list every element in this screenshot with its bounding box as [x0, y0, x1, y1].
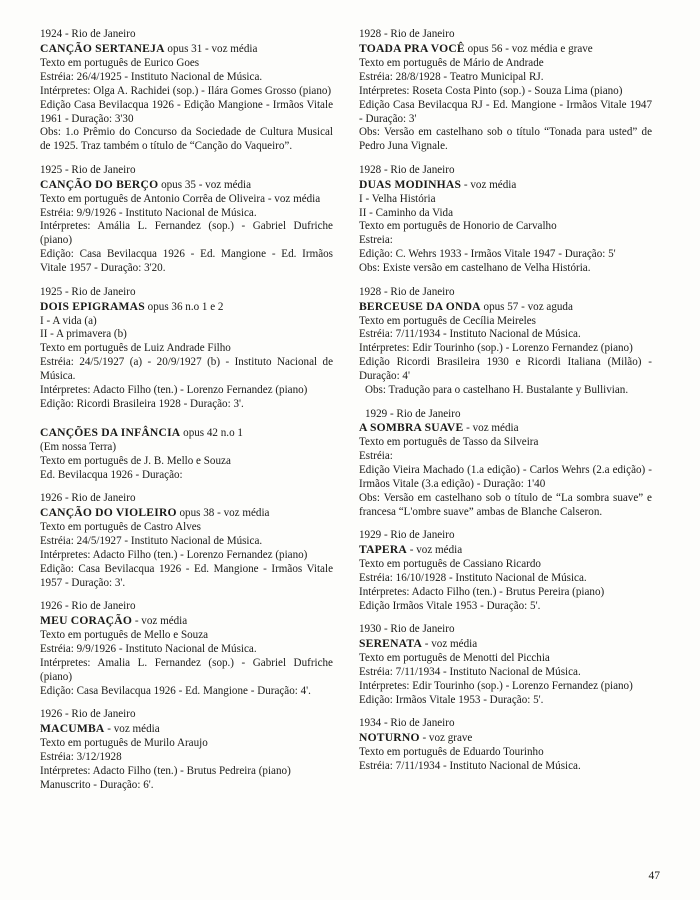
entry-detail: Obs: Versão em castelhano sob o título “Tonada para usted” de Pedro Juna Vignale. [359, 126, 652, 153]
entry-title: DOIS EPIGRAMAS [40, 299, 145, 313]
entry-detail: Manuscrito - Duração: 6'. [40, 778, 154, 791]
entry-place-date: 1934 - Rio de Janeiro [359, 717, 455, 730]
entry-detail: Texto em português de Cassiano Ricardo [359, 558, 541, 571]
entry-title-line [40, 426, 333, 441]
entry-voice: - voz média [422, 638, 478, 651]
entry-detail: Obs: Tradução para o castelhano H. Bustalante y Bullivian. [365, 384, 629, 397]
entry-place-date: 1925 - Rio de Janeiro [40, 285, 136, 298]
entry-detail: Texto em português de Antonio Corrêa de Oliveira - voz média [40, 192, 321, 205]
entry-detail: Intérpretes: Adacto Filho (ten.) - Brutus Pereira (piano) [359, 586, 605, 599]
catalog-entry [359, 529, 652, 614]
entry-detail: Estréia: 7/11/1934 - Instituto Nacional de Música. [359, 760, 581, 773]
entry-title-line [40, 42, 333, 57]
entry-detail: Intérpretes: Roseta Costa Pinto (sop.) - Souza Lima (piano) [359, 84, 623, 97]
entry-title: CANÇÃO DO VIOLEIRO [40, 506, 177, 520]
catalog-entry [40, 600, 333, 698]
catalog-entry [40, 426, 333, 483]
entry-detail: Texto em português de Luiz Andrade Filho [40, 342, 231, 355]
entry-detail: Edição Ricordi Brasileira 1930 e Ricordi Italiana (Milão) - Duração: 4' [359, 356, 652, 383]
entry-place-date: 1929 - Rio de Janeiro [365, 407, 461, 420]
entry-title: TAPERA [359, 543, 408, 557]
entry-title-line [359, 731, 652, 746]
entry-detail: Estreia: [359, 234, 393, 247]
entry-opus: opus 35 [158, 178, 196, 191]
entry-title-line [359, 178, 652, 193]
catalog-entry [359, 164, 652, 276]
entry-detail: Texto em português de J. B. Mello e Souza [40, 454, 231, 467]
catalog-entry [40, 286, 333, 412]
entry-place-date: 1928 - Rio de Janeiro [359, 28, 455, 40]
entry-title-line [40, 614, 333, 629]
entry-detail: II - Caminho da Vida [359, 206, 454, 219]
catalog-entry [40, 708, 333, 793]
entry-detail: Texto em português de Eduardo Tourinho [359, 746, 544, 759]
entry-detail: Texto em português de Mário de Andrade [359, 56, 544, 69]
catalog-entry [359, 286, 652, 398]
entry-detail: Intérpretes: Edir Tourinho (sop.) - Lorenzo Fernandez (piano) [359, 342, 633, 355]
entry-detail: II - A primavera (b) [40, 328, 127, 341]
entry-detail: Texto em português de Murilo Araujo [40, 736, 208, 749]
entry-place-date: 1928 - Rio de Janeiro [359, 285, 455, 298]
entry-detail: Intérpretes: Adacto Filho (ten.) - Lorenzo Fernandez (piano) [40, 548, 308, 561]
entry-place-date: 1930 - Rio de Janeiro [359, 623, 455, 636]
entry-detail: Edição: C. Wehrs 1933 - Irmãos Vitale 1947 - Duração: 5' [359, 248, 616, 261]
entry-detail: Texto em português de Eurico Goes [40, 56, 200, 69]
entry-title: DUAS MODINHAS [359, 177, 462, 191]
entry-title-line [359, 637, 652, 652]
entry-detail: Estréia: 3/12/1928 [40, 750, 122, 763]
column-right [359, 28, 652, 848]
entry-detail: Texto em português de Cecília Meireles [359, 314, 536, 327]
entry-detail: Texto em português de Tasso da Silveira [359, 436, 539, 449]
entry-detail: I - Velha História [359, 192, 436, 205]
entry-place-date: 1926 - Rio de Janeiro [40, 708, 136, 721]
entry-title: TOADA PRA VOCÊ [359, 41, 465, 55]
entry-place-date: 1925 - Rio de Janeiro [40, 163, 136, 176]
entry-detail: I - A vida (a) [40, 314, 97, 327]
entry-place-date: 1928 - Rio de Janeiro [359, 163, 455, 176]
entry-voice: - voz média [463, 422, 519, 435]
entry-title: BERCEUSE DA ONDA [359, 299, 481, 313]
catalog-entry [359, 408, 652, 520]
entry-title: CANÇÃO DO BERÇO [40, 177, 159, 191]
entry-voice: - voz média [202, 42, 258, 55]
entry-voice: - voz média [461, 178, 517, 191]
catalog-entry [40, 28, 333, 154]
two-column-layout [40, 28, 660, 848]
entry-place-date: 1929 - Rio de Janeiro [359, 529, 455, 542]
entry-title: MEU CORAÇÃO [40, 614, 133, 628]
entry-detail: Estréia: 7/11/1934 - Instituto Nacional de Música. [359, 666, 581, 679]
entry-voice: - voz média [407, 544, 463, 557]
entry-detail: Texto em português de Menotti del Picchia [359, 652, 550, 665]
entry-title-line [40, 300, 333, 315]
entry-detail: Texto em português de Mello e Souza [40, 628, 209, 641]
entry-voice: - voz média [132, 615, 188, 628]
entry-title-line [359, 42, 652, 57]
entry-detail: Edição Irmãos Vitale 1953 - Duração: 5'. [359, 600, 541, 613]
entry-detail: Estréia: 24/5/1927 (a) - 20/9/1927 (b) - Instituto Nacional de Música. [40, 356, 333, 383]
entry-title-line [359, 300, 652, 315]
entry-voice: - voz grave [419, 732, 473, 745]
entry-detail: Edição: Casa Bevilacqua 1926 - Ed. Mangione - Duração: 4'. [40, 684, 311, 697]
catalog-entry [359, 717, 652, 774]
entry-voice: - voz aguda [518, 300, 573, 313]
entry-opus: opus 38 [176, 507, 215, 520]
entry-detail: Estréia: 26/4/1925 - Instituto Nacional de Música. [40, 70, 263, 83]
entry-title: CANÇÕES DA INFÂNCIA [40, 425, 181, 439]
entry-detail: Edição Casa Bevilacqua RJ - Ed. Mangione - Irmãos Vitale 1947 - Duração: 3' [359, 98, 652, 125]
entry-title: MACUMBA [40, 721, 105, 735]
catalog-entry [40, 492, 333, 590]
entry-detail: Estréia: 28/8/1928 - Teatro Municipal RJ. [359, 70, 544, 83]
entry-opus: opus 56 [464, 42, 503, 55]
entry-place-date: 1924 - Rio de Janeiro [40, 28, 136, 40]
entry-detail: Edição: Casa Bevilacqua 1926 - Ed. Mangione - Irmãos Vitale 1957 - Duração: 3'. [40, 562, 333, 589]
entry-detail: Estréia: 24/5/1927 - Instituto Nacional de Música. [40, 534, 263, 547]
entry-detail: Obs: Existe versão em castelhano de Velha História. [359, 262, 591, 275]
entry-detail: Estréia: 16/10/1928 - Instituto Nacional de Música. [359, 572, 587, 585]
entry-voice: - voz média [214, 507, 270, 520]
entry-detail: Edição Casa Bevilacqua 1926 - Edição Mangione - Irmãos Vitale 1961 - Duração: 3'30 [40, 98, 333, 125]
entry-voice: - voz média [104, 722, 160, 735]
entry-opus: opus 31 [164, 42, 203, 55]
entry-detail: Ed. Bevilacqua 1926 - Duração: [40, 468, 183, 481]
catalog-entry [359, 623, 652, 708]
entry-title-line [359, 421, 652, 436]
entry-detail: (Em nossa Terra) [40, 440, 117, 453]
entry-title-line [40, 506, 333, 521]
entry-opus: opus 36 n.o 1 e 2 [144, 300, 224, 313]
entry-title: CANÇÃO SERTANEJA [40, 41, 165, 55]
catalog-entry [40, 164, 333, 276]
entry-detail: Edição: Casa Bevilacqua 1926 - Ed. Mangione - Ed. Irmãos Vitale 1957 - Duração: 3'20. [40, 248, 333, 275]
entry-detail: Intérpretes: Olga A. Rachidei (sop.) - Ilára Gomes Grosso (piano) [40, 84, 332, 97]
entry-place-date: 1926 - Rio de Janeiro [40, 492, 136, 505]
catalog-entry [359, 28, 652, 154]
entry-detail: Estréia: [359, 450, 393, 463]
entry-detail: Intérpretes: Adacto Filho (ten.) - Lorenzo Fernandez (piano) [40, 384, 308, 397]
entry-title: SERENATA [359, 637, 423, 651]
entry-title: NOTURNO [359, 731, 420, 745]
entry-detail: Obs: 1.o Prêmio do Concurso da Sociedade de Cultura Musical de 1925. Traz também o título de “Canção do Vaqueiro”. [40, 126, 333, 153]
entry-detail: Obs: Versão em castelhano sob o título de “La sombra suave” e francesa “L'ombre suave” ambas de Blanche Calseron. [359, 492, 652, 518]
entry-detail: Intérpretes: Adacto Filho (ten.) - Brutus Pedreira (piano) [40, 764, 291, 777]
entry-detail: Intérpretes: Amália L. Fernandez (sop.) - Gabriel Dufriche (piano) [40, 220, 333, 247]
entry-title-line [40, 178, 333, 193]
entry-place-date: 1926 - Rio de Janeiro [40, 600, 136, 613]
entry-opus: opus 42 n.o 1 [180, 426, 243, 439]
entry-detail: Intérpretes: Edir Tourinho (sop.) - Lorenzo Fernandez (piano) [359, 680, 633, 693]
entry-detail: Intérpretes: Amalia L. Fernandez (sop.) - Gabriel Dufriche (piano) [40, 656, 333, 683]
entry-detail: Estréia: 9/9/1926 - Instituto Nacional de Música. [40, 642, 257, 655]
entry-opus: opus 57 [480, 300, 519, 313]
entry-detail: Estréia: 9/9/1926 - Instituto Nacional de Música. [40, 206, 257, 219]
entry-detail: Texto em português de Honorio de Carvalho [359, 220, 557, 233]
entry-title: A SOMBRA SUAVE [359, 421, 464, 435]
entry-detail: Edição Vieira Machado (1.a edição) - Carlos Wehrs (2.a edição) - Irmãos Vitale (3.a edição) - Duração: 1'40 [359, 464, 652, 491]
entry-title-line [359, 543, 652, 558]
entry-detail: Texto em português de Castro Alves [40, 521, 201, 533]
entry-voice: - voz média [195, 178, 252, 191]
column-left [40, 28, 333, 848]
entry-detail: Estréia: 7/11/1934 - Instituto Nacional de Música. [359, 328, 581, 341]
entry-detail: Edição: Ricordi Brasileira 1928 - Duração: 3'. [40, 398, 244, 411]
entry-voice: - voz média e grave [502, 42, 593, 55]
entry-detail: Edição: Irmãos Vitale 1953 - Duração: 5'. [359, 694, 544, 707]
entry-title-line [40, 722, 333, 737]
page-number: 47 [648, 870, 660, 882]
